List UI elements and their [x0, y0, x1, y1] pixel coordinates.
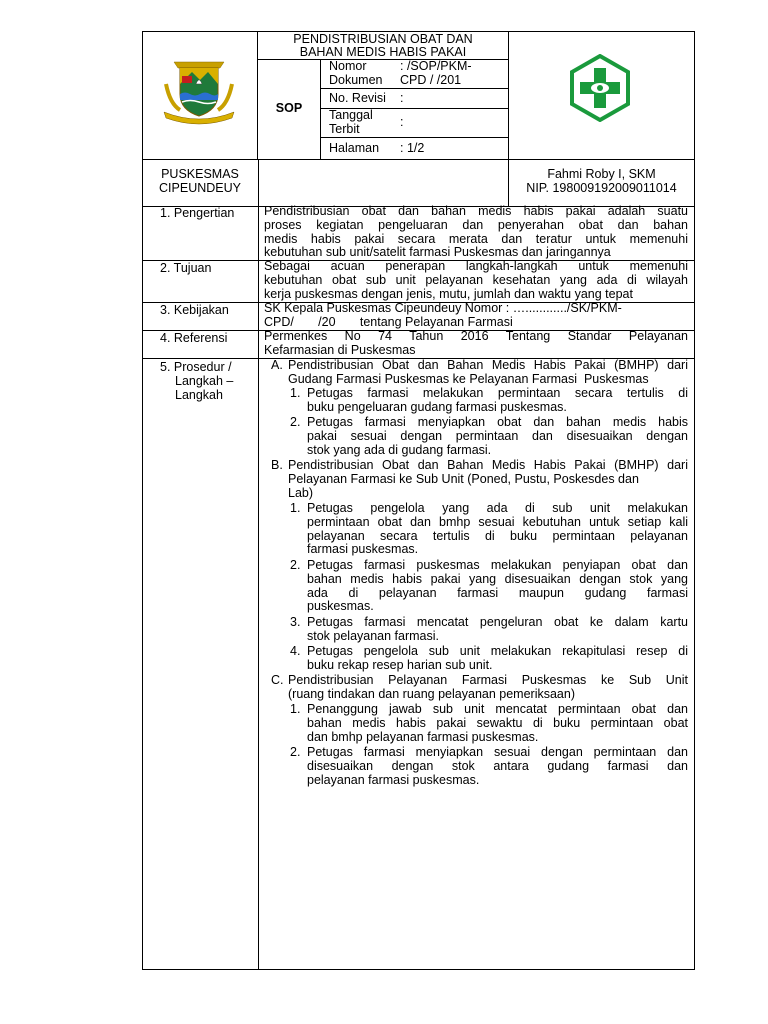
halaman-value: : 1/2: [400, 141, 425, 155]
text-line: pakai sesuai dengan permintaan dan disesuaikan dengan: [307, 428, 688, 443]
label-prosedur-line-1: 5. Prosedur /: [160, 360, 232, 374]
tujuan-text: [264, 260, 688, 301]
signer-name: Fahmi Roby I, SKM: [547, 167, 656, 181]
text-line: Petugas farmasi menyiapkan obat dan bahan medis habis: [307, 415, 688, 429]
text-line: kerja puskesmas dengan jenis, mutu, jumlah dan waktu yang tepat: [264, 286, 633, 301]
item-number: 2.: [290, 558, 301, 572]
revisi-label: No. Revisi: [329, 91, 386, 105]
text-line: buku pengeluaran gudang farmasi puskesmas.: [307, 399, 567, 414]
text-line: Petugas farmasi melakukan permintaan secara tertulis di: [307, 386, 688, 400]
label-prosedur: [160, 360, 233, 402]
text-line: Petugas pengelola sub unit melakukan rekapitulasi resep di: [307, 644, 688, 658]
text-line: stok pelayanan farmasi.: [307, 628, 440, 643]
text-line: SK Kepala Puskesmas Cipeundeuy Nomor : …............/SK/PKM-: [264, 301, 622, 315]
text-line: pelayanan secara tertulis di buku permintaan pelayanan: [307, 528, 688, 543]
tanggal-label: [329, 109, 373, 136]
item-number: 2.: [290, 415, 301, 429]
nomor-label: [329, 60, 383, 87]
text-line: Lab): [288, 485, 314, 500]
item-number: 1.: [290, 702, 301, 716]
text-line: Pendistribusian Pelayanan Farmasi Puskesmas ke Sub Unit: [288, 673, 688, 687]
label-tujuan: 2. Tujuan: [160, 261, 212, 275]
nomor-value-line-2: CPD / /201: [400, 72, 462, 87]
text-line: buku rekap resep harian sub unit.: [307, 657, 493, 672]
referensi-text: [264, 330, 688, 358]
text-line: puskesmas.: [307, 599, 374, 614]
text-line: CPD/ /20 tentang Pelayanan Farmasi: [264, 314, 513, 329]
text-line: Pendistribusian Obat dan Bahan Medis Habis Pakai (BMHP) dari: [288, 358, 688, 372]
text-line: bahan medis habis pakai yang disesuaikan dengan stok yang: [307, 571, 688, 586]
text-line: kebutuhan obat sub unit pelayanan kesehatan yang ada di wilayah: [264, 272, 688, 287]
item-number: 4.: [290, 644, 301, 658]
prosedur-a-letter: A.: [271, 358, 283, 372]
puskesmas-line-2: CIPEUNDEUY: [159, 181, 241, 195]
text-line: Pendistribusian obat dan bahan medis habis pakai adalah suatu: [264, 204, 688, 218]
title-line-2: BAHAN MEDIS HABIS PAKAI: [299, 45, 467, 59]
text-line: (ruang tindakan dan ruang pelayanan pemeriksaan): [288, 686, 575, 701]
text-line: Pendistribusian Obat dan Bahan Medis Habis Pakai (BMHP) dari: [288, 458, 688, 472]
text-line: Pelayanan Farmasi ke Sub Unit (Poned, Pustu, Poskesdes dan: [288, 471, 639, 486]
prosedur-b-heading: [288, 459, 688, 500]
tanggal-value: :: [400, 115, 404, 129]
nomor-label-line-2: Dokumen: [329, 72, 383, 87]
nomor-value-line-1: : /SOP/PKM-: [400, 59, 472, 73]
text-line: Kefarmasian di Puskesmas: [264, 342, 416, 357]
label-pengertian: 1. Pengertian: [160, 206, 235, 220]
item-number: 2.: [290, 745, 301, 759]
text-line: Sebagai acuan penerapan langkah-langkah untuk memenuhi: [264, 259, 688, 273]
prosedur-c-letter: C.: [271, 673, 284, 687]
tanggal-label-line-1: Tanggal: [329, 108, 373, 122]
label-prosedur-line-2: Langkah –: [175, 374, 234, 388]
puskesmas-logo: [566, 54, 634, 122]
kebijakan-text: [264, 302, 688, 330]
text-line: pelayanan farmasi puskesmas.: [307, 772, 480, 787]
text-line: Petugas pengelola yang ada di sub unit melakukan: [307, 501, 688, 515]
text-line: dan bmhp pelayanan farmasi puskesmas.: [307, 729, 539, 744]
label-prosedur-line-3: Langkah: [175, 388, 223, 402]
signer-block: [509, 167, 694, 195]
text-line: bahan medis habis pakai sewaktu di buku permintaan obat: [307, 715, 688, 730]
prosedur-c-heading: [288, 674, 688, 702]
text-line: ada di pelayanan farmasi maupun gudang farmasi: [307, 585, 688, 600]
item-number: 1.: [290, 386, 301, 400]
text-line: Gudang Farmasi Puskesmas ke Pelayanan Farmasi Puskesmas: [288, 371, 649, 386]
text-line: disesuaikan dengan stok antara gudang farmasi dan: [307, 758, 688, 773]
text-line: kebutuhan sub unit/satelit farmasi Puskesmas dan jaringannya: [264, 245, 611, 260]
revisi-value: :: [400, 91, 404, 105]
halaman-label: Halaman: [329, 141, 380, 155]
text-line: Permenkes No 74 Tahun 2016 Tentang Standar Pelayanan: [264, 329, 688, 343]
pengertian-text: [264, 205, 688, 260]
nomor-value: [400, 60, 472, 87]
title-line-1: PENDISTRIBUSIAN OBAT DAN: [293, 32, 473, 46]
text-line: permintaan obat dan bmhp sesuai kebutuhan untuk setiap kali: [307, 514, 688, 529]
label-referensi: 4. Referensi: [160, 331, 228, 345]
text-line: Petugas farmasi mencatat pengeluran obat ke dalam kartu: [307, 615, 688, 629]
text-line: Penanggung jawab sub unit mencatat permintaan obat dan: [307, 702, 688, 716]
label-kebijakan: 3. Kebijakan: [160, 303, 229, 317]
nomor-label-line-1: Nomor: [329, 59, 367, 73]
signer-nip: NIP. 198009192009011014: [526, 181, 677, 195]
regency-emblem-logo: [160, 54, 238, 126]
puskesmas-line-1: PUSKESMAS: [161, 167, 239, 181]
item-number: 1.: [290, 501, 301, 515]
text-line: stok yang ada di gudang farmasi.: [307, 442, 492, 457]
tanggal-label-line-2: Terbit: [329, 121, 360, 136]
text-line: proses kegiatan pengeluaran dan penyerahan obat dan bahan: [264, 217, 688, 232]
text-line: Petugas farmasi puskesmas melakukan penyiapan obat dan: [307, 558, 688, 572]
sop-label: SOP: [275, 101, 303, 115]
text-line: Petugas farmasi menyiapkan sesuai dengan permintaan dan: [307, 745, 688, 759]
document-title: [258, 33, 508, 59]
prosedur-a-heading: [288, 359, 688, 387]
item-number: 3.: [290, 615, 301, 629]
text-line: farmasi puskesmas.: [307, 542, 419, 557]
puskesmas-name: [143, 167, 257, 195]
prosedur-b-letter: B.: [271, 458, 283, 472]
text-line: medis habis pakai secara merata dan teratur untuk memenuhi: [264, 231, 688, 246]
